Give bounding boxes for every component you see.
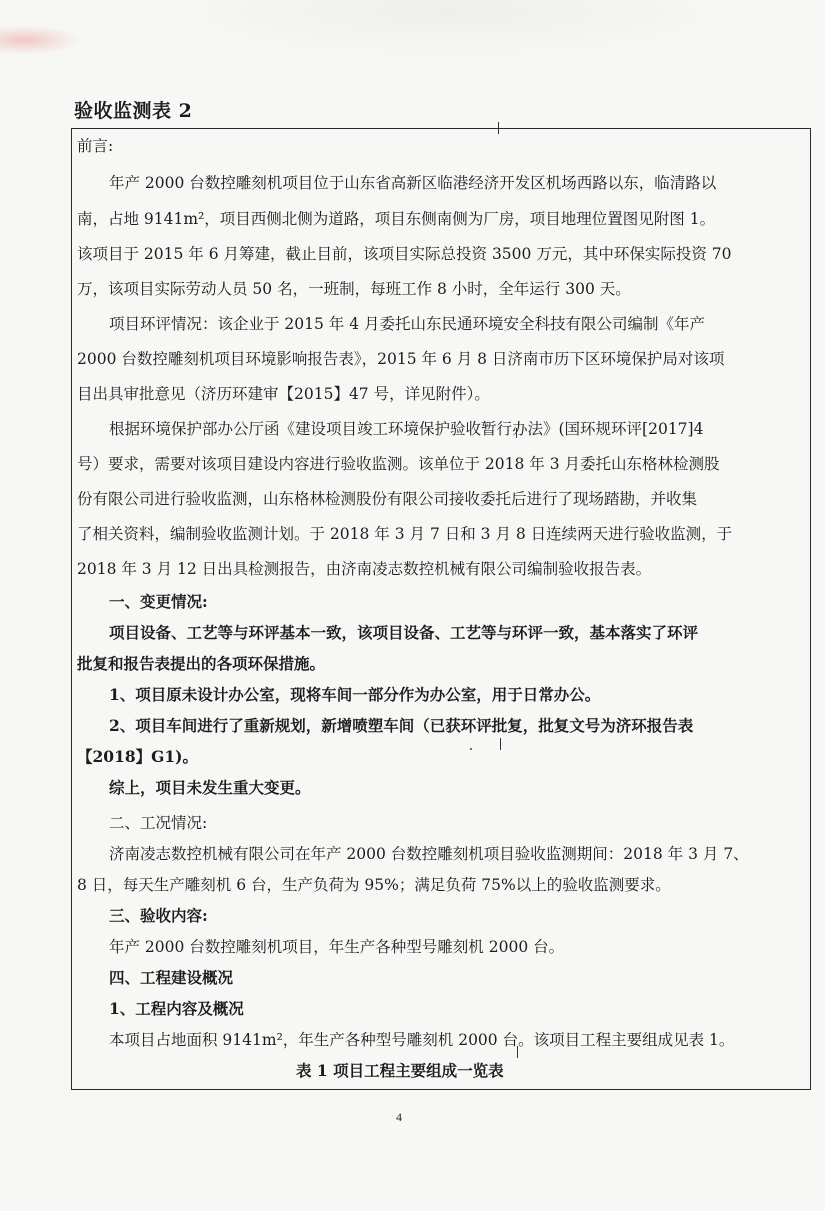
page-title: 验收监测表 2 (74, 100, 193, 122)
paragraph-line: 本项目占地面积 9141m²，年生产各种型号雕刻机 2000 台。该项目工程主要组成见表 1。 (109, 1031, 735, 1049)
section-heading: 一、变更情况: (109, 592, 208, 611)
paragraph-line: 项目环评情况：该企业于 2015 年 4 月委托山东民通环境安全科技有限公司编制《年产 (109, 315, 706, 333)
paragraph-line: 该项目于 2015 年 6 月筹建，截止目前，该项目实际总投资 3500 万元，其中环保实际投资 70 (77, 245, 732, 263)
section-heading: 四、工程建设概况 (109, 968, 234, 987)
conclusion: 综上，项目未发生重大变更。 (109, 778, 311, 797)
list-item: 【2018】G1)。 (77, 747, 198, 766)
paragraph-line: 南，占地 9141m²，项目西侧北侧为道路，项目东侧南侧为厂房，项目地理位置图见附图 1。 (77, 210, 716, 228)
section-heading: 三、验收内容: (109, 906, 208, 925)
section-heading: 二、工况情况: (109, 814, 208, 832)
scan-shadow (150, 0, 750, 60)
table-caption: 表 1 项目工程主要组成一览表 (296, 1061, 504, 1080)
paragraph-line: 2000 台数控雕刻机项目环境影响报告表》，2015 年 6 月 8 日济南市历下区环境保护局对该项 (77, 350, 725, 368)
subsection-heading: 1、工程内容及概况 (109, 999, 244, 1018)
paragraph-line: 万，该项目实际劳动人员 50 名，一班制，每班工作 8 小时，全年运行 300 天。 (77, 280, 631, 298)
paragraph-line: 项目设备、工艺等与环评基本一致，该项目设备、工艺等与环评一致，基本落实了环评 (109, 623, 699, 642)
list-item: 2、项目车间进行了重新规划，新增喷塑车间（已获环评批复，批复文号为济环报告表 (109, 716, 694, 735)
paragraph-line: 号）要求，需要对该项目建设内容进行验收监测。该单位于 2018 年 3 月委托山东格林检测股 (77, 455, 720, 473)
scan-mark (498, 122, 499, 134)
paragraph-line: 根据环境保护部办公厅函《建设项目竣工环境保护验收暂行办法》(国环规环评[2017]4 (109, 420, 704, 438)
scan-smudge (0, 25, 80, 55)
preface-heading: 前言: (77, 137, 114, 155)
paragraph-line: 济南凌志数控机械有限公司在年产 2000 台数控雕刻机项目验收监测期间：2018 年 3 月 7、 (109, 845, 749, 863)
paragraph-line: 年产 2000 台数控雕刻机项目位于山东省高新区临港经济开发区机场西路以东，临清路以 (109, 174, 717, 192)
paragraph-line: 了相关资料，编制验收监测计划。于 2018 年 3 月 7 日和 3 月 8 日连续两天进行验收监测，于 (77, 525, 733, 543)
paragraph-line: 8 日，每天生产雕刻机 6 台，生产负荷为 95%；满足负荷 75%以上的验收监测要求。 (77, 876, 671, 894)
page-number: 4 (396, 1110, 402, 1124)
paragraph-line: 目出具审批意见（济历环建审【2015】47 号，详见附件）。 (77, 385, 490, 403)
scan-dot (470, 748, 472, 750)
paragraph-line: 年产 2000 台数控雕刻机项目，年生产各种型号雕刻机 2000 台。 (109, 938, 565, 956)
paragraph-line: 批复和报告表提出的各项环保措施。 (77, 654, 326, 673)
paragraph-line: 份有限公司进行验收监测，山东格林检测股份有限公司接收委托后进行了现场踏勘，并收集 (77, 490, 698, 508)
list-item: 1、项目原未设计办公室，现将车间一部分作为办公室，用于日常办公。 (109, 685, 601, 704)
scan-mark (500, 738, 501, 750)
paragraph-line: 2018 年 3 月 12 日出具检测报告，由济南凌志数控机械有限公司编制验收报告表。 (77, 560, 652, 578)
